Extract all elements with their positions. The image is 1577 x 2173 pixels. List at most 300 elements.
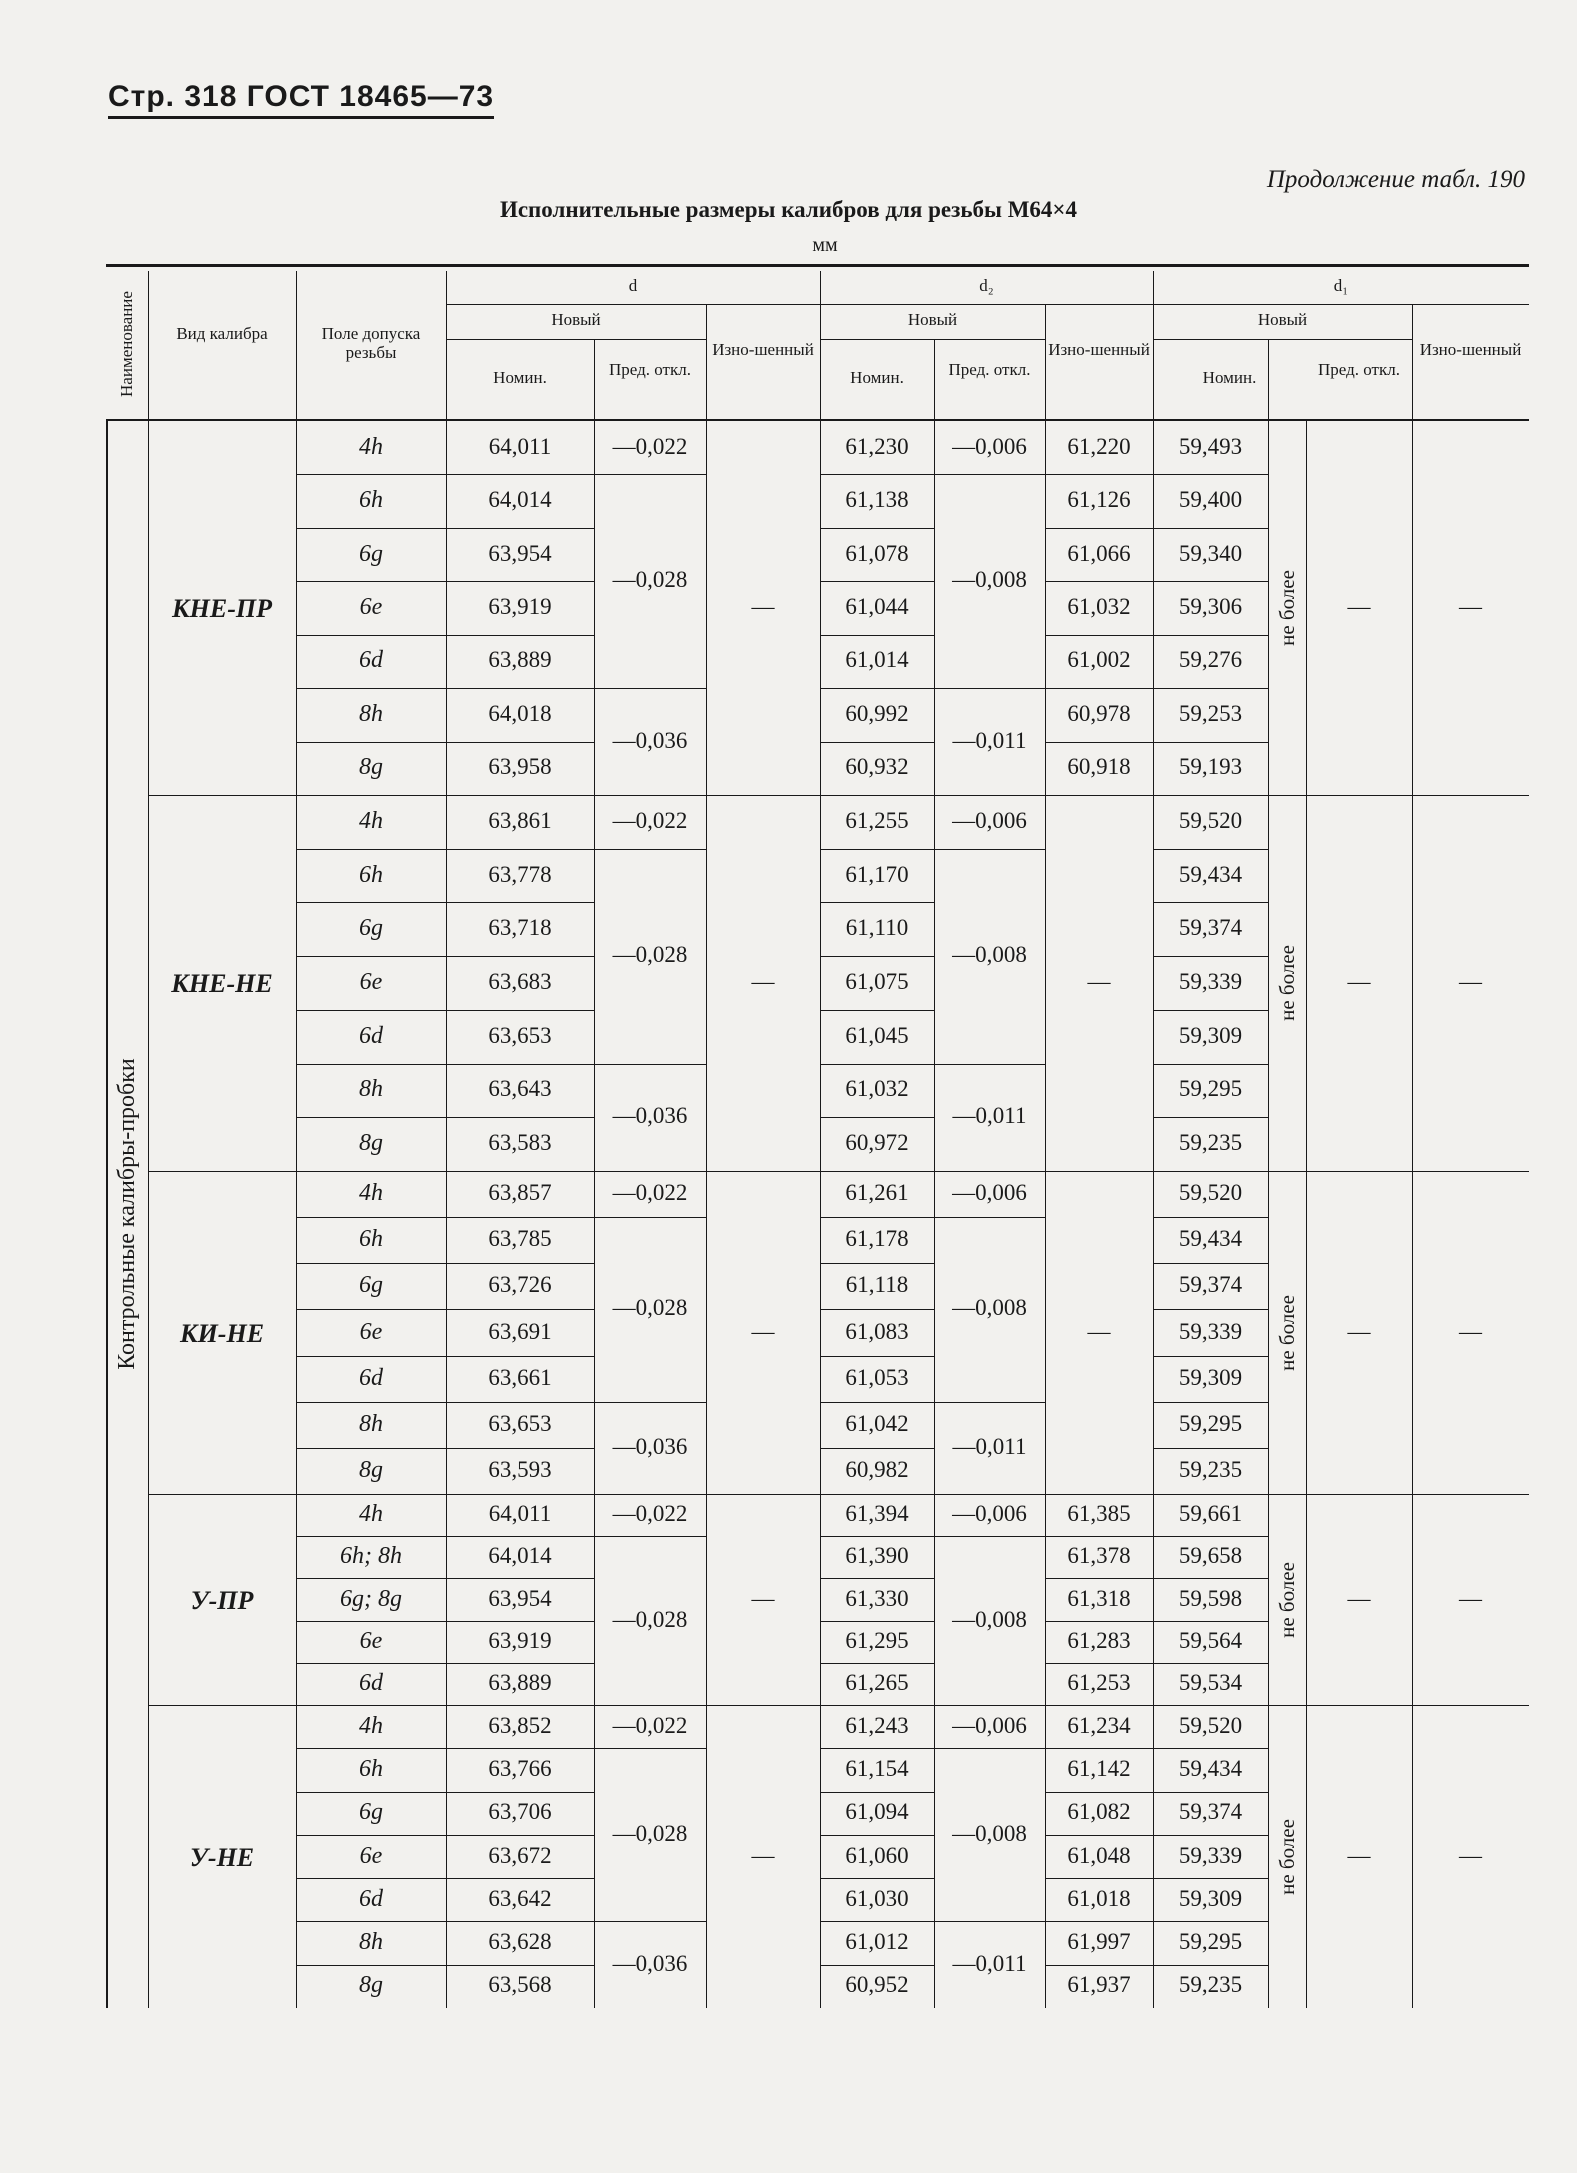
row-rule <box>1153 1621 1268 1622</box>
header-col-rule <box>1045 304 1046 419</box>
d-nominal-cell: 63,954 <box>488 1585 552 1611</box>
row-rule <box>820 1621 934 1622</box>
tolerance-field-cell: 6g <box>359 540 383 567</box>
row-rule <box>296 956 594 957</box>
d2-nominal-cell: 61,230 <box>845 433 909 459</box>
d2-deviation-cell: —0,011 <box>952 727 1027 753</box>
row-rule <box>1045 1921 1153 1922</box>
tolerance-field-cell: 6h <box>359 861 383 888</box>
tolerance-field-cell: 6g <box>359 1272 383 1299</box>
d2-nominal-cell: 61,170 <box>845 861 909 887</box>
deviation-rule <box>934 1536 1045 1537</box>
d1-nominal-cell: 59,276 <box>1178 647 1243 673</box>
body-col-rule <box>1268 421 1269 795</box>
tolerance-field-cell: 6h <box>359 487 383 514</box>
unit-label: мм <box>812 234 838 256</box>
d-nominal-cell: 63,954 <box>488 540 552 566</box>
row-rule <box>296 1536 594 1537</box>
gauge-kind-label: У-НЕ <box>189 1842 255 1872</box>
row-rule <box>296 1263 594 1264</box>
row-rule <box>820 902 934 903</box>
header-col-rule <box>934 339 935 419</box>
d2-nominal-cell: 61,295 <box>845 1627 909 1653</box>
gauge-kind-label: КНЕ-ПР <box>172 594 272 623</box>
d1-nominal-cell: 59,564 <box>1178 1627 1243 1653</box>
row-rule <box>820 1117 934 1118</box>
row-rule <box>1153 1663 1268 1664</box>
row-rule <box>1153 474 1268 475</box>
row-rule <box>296 849 594 850</box>
not-more-label: не более <box>1275 1818 1299 1895</box>
tolerance-field-cell: 6h <box>359 1755 383 1782</box>
row-rule <box>820 1402 934 1403</box>
d2-nominal-cell: 61,118 <box>845 1272 909 1298</box>
tolerance-field-cell: 6d <box>359 647 383 674</box>
row-rule <box>820 474 934 475</box>
d2-worn-cell: 60,978 <box>1067 700 1131 726</box>
side-label: Контрольные калибры-пробки <box>114 1058 140 1370</box>
body-col-rule <box>1268 795 1269 1171</box>
d1-nominal-cell: 59,253 <box>1178 700 1243 726</box>
d-deviation-cell: —0,036 <box>612 1950 688 1976</box>
row-rule <box>820 1748 934 1749</box>
d2-nominal-cell: 61,265 <box>845 1669 909 1695</box>
tolerance-field-cell: 6d <box>359 1022 383 1049</box>
row-rule <box>820 1536 934 1537</box>
d1-nominal-cell: 59,339 <box>1178 1318 1243 1344</box>
row-rule <box>820 1309 934 1310</box>
row-rule <box>296 1064 594 1065</box>
body-col-rule <box>1045 1494 1046 1705</box>
row-rule <box>820 1217 934 1218</box>
d2-nominal-cell: 61,078 <box>845 540 909 566</box>
row-rule <box>820 742 934 743</box>
d2-deviation-cell: —0,008 <box>952 1606 1027 1632</box>
row-rule <box>296 581 594 582</box>
header-sub-rule <box>446 339 706 340</box>
tolerance-field-cell: 6e <box>359 1842 383 1869</box>
d2-worn-cell: 61,002 <box>1067 647 1131 673</box>
d1-deviation-dash: — <box>1347 1585 1371 1611</box>
row-rule <box>296 1878 594 1879</box>
gauge-kind-label: КИ-НЕ <box>179 1318 265 1348</box>
row-rule <box>1153 1064 1268 1065</box>
d-deviation-cell: —0,036 <box>612 1103 688 1129</box>
row-rule <box>296 1965 594 1966</box>
d-nominal-cell: 63,766 <box>488 1755 552 1781</box>
row-rule <box>296 688 594 689</box>
d2-deviation-cell: —0,011 <box>952 1103 1027 1129</box>
tolerance-field-cell: 8h <box>359 700 383 727</box>
d-nominal-cell: 63,726 <box>488 1272 552 1298</box>
deviation-rule <box>594 1217 706 1218</box>
d-worn-dash: — <box>751 1842 775 1868</box>
d1-nominal-cell: 59,309 <box>1178 1885 1243 1911</box>
d-nominal-cell: 63,718 <box>488 915 552 941</box>
row-rule <box>1045 1578 1153 1579</box>
row-rule <box>1045 528 1153 529</box>
not-more-label: не более <box>1275 1561 1299 1638</box>
d1-nominal-cell: 59,235 <box>1178 1130 1243 1156</box>
body-col-rule <box>934 421 935 795</box>
d2-worn-dash: — <box>1087 1318 1111 1344</box>
d2-worn-cell: 60,918 <box>1067 754 1131 780</box>
d2-nominal-cell: 61,075 <box>845 969 909 994</box>
d2-nominal-cell: 60,982 <box>845 1456 909 1482</box>
deviation-rule <box>934 1921 1045 1922</box>
row-rule <box>820 1263 934 1264</box>
row-rule <box>296 1748 594 1749</box>
d2-nominal-cell: 61,154 <box>845 1755 909 1781</box>
d2-nominal-cell: 61,012 <box>845 1929 909 1955</box>
d-nominal-cell: 63,706 <box>488 1799 552 1825</box>
row-rule <box>1153 1217 1268 1218</box>
d-nominal-cell: 63,653 <box>488 1022 552 1048</box>
tolerance-field-cell: 6e <box>359 1318 383 1345</box>
row-rule <box>1045 581 1153 582</box>
d1-nominal-cell: 59,374 <box>1178 915 1243 941</box>
column-header-name: Наименование <box>117 291 136 397</box>
d2-worn-cell: 61,126 <box>1067 487 1131 513</box>
deviation-rule <box>594 688 706 689</box>
d1-nominal-cell: 59,340 <box>1178 540 1243 566</box>
row-rule <box>1153 581 1268 582</box>
row-rule <box>820 688 934 689</box>
d-deviation-cell: —0,028 <box>612 1295 688 1321</box>
tolerance-field-cell: 8g <box>359 1130 383 1157</box>
table-title: Исполнительные размеры калибров для резьбы М64×4 <box>499 197 1078 222</box>
row-rule <box>296 1448 594 1449</box>
row-rule <box>820 1663 934 1664</box>
d1-nominal-cell: 59,661 <box>1178 1501 1243 1527</box>
d2-worn-cell: 61,048 <box>1067 1842 1131 1868</box>
body-col-rule <box>1045 421 1046 795</box>
d1-nominal-cell: 59,295 <box>1178 1410 1243 1436</box>
d1-nominal-cell: 59,339 <box>1178 969 1243 994</box>
row-rule <box>1153 849 1268 850</box>
body-left-rule <box>106 419 108 2008</box>
gauge-kind-label: У-ПР <box>190 1585 254 1615</box>
d2-deviation-cell: —0,006 <box>952 433 1027 459</box>
row-rule <box>1045 742 1153 743</box>
d-deviation-cell: —0,028 <box>612 942 688 968</box>
gauge-kind-label: КНЕ-НЕ <box>171 969 273 998</box>
row-rule <box>1153 635 1268 636</box>
d2-worn-cell: 61,937 <box>1067 1972 1131 1998</box>
d2-deviation-cell: —0,006 <box>952 1712 1027 1738</box>
body-col-rule <box>934 1705 935 2008</box>
column-header-d1: d₁ <box>1333 276 1349 295</box>
row-rule <box>820 956 934 957</box>
column-header-d2: d₂ <box>979 276 994 295</box>
d1-nominal-cell: 59,658 <box>1178 1543 1243 1569</box>
column-header-kind: Вид калибра <box>176 324 268 343</box>
d-nominal-cell: 63,919 <box>488 594 552 619</box>
d1-nominal-cell: 59,306 <box>1178 594 1243 619</box>
deviation-rule <box>934 1064 1045 1065</box>
d1-nominal-cell: 59,235 <box>1178 1972 1243 1998</box>
group-separator <box>148 1705 1529 1706</box>
d-nominal-cell: 64,011 <box>488 1501 552 1527</box>
d2-worn-cell: 61,997 <box>1067 1929 1131 1955</box>
tolerance-field-cell: 6d <box>359 1669 383 1696</box>
column-header-d2-nominal: Номин. <box>850 368 904 387</box>
row-rule <box>1153 1117 1268 1118</box>
d-deviation-cell: —0,028 <box>612 567 688 593</box>
group-separator <box>148 795 1529 796</box>
d2-nominal-cell: 61,044 <box>845 594 909 619</box>
not-more-label: не более <box>1275 570 1299 646</box>
d2-deviation-cell: —0,006 <box>952 1501 1027 1527</box>
row-rule <box>820 1835 934 1836</box>
d1-nominal-cell: 59,309 <box>1178 1022 1243 1048</box>
tolerance-field-cell: 4h <box>359 807 383 834</box>
row-rule <box>820 1010 934 1011</box>
tolerance-field-cell: 6g <box>359 1799 383 1826</box>
table-top-rule <box>106 264 1529 267</box>
d2-nominal-cell: 61,178 <box>845 1226 909 1252</box>
row-rule <box>1045 1748 1153 1749</box>
d2-nominal-cell: 61,390 <box>845 1543 909 1569</box>
row-rule <box>1153 1356 1268 1357</box>
d2-nominal-cell: 61,255 <box>845 807 909 833</box>
row-rule <box>1045 635 1153 636</box>
tolerance-field-cell: 4h <box>359 433 383 460</box>
d2-nominal-cell: 61,030 <box>845 1885 909 1911</box>
row-rule <box>296 1663 594 1664</box>
deviation-rule <box>934 1402 1045 1403</box>
d-nominal-cell: 63,889 <box>488 1669 552 1695</box>
d2-nominal-cell: 61,110 <box>845 915 909 941</box>
d2-deviation-cell: —0,008 <box>952 942 1027 968</box>
tolerance-field-cell: 6d <box>359 1364 383 1391</box>
row-rule <box>820 1921 934 1922</box>
row-rule <box>296 474 594 475</box>
row-rule <box>1045 1965 1153 1966</box>
tolerance-field-cell: 8h <box>359 1929 383 1956</box>
d2-deviation-cell: —0,008 <box>952 1820 1027 1846</box>
tolerance-field-cell: 6e <box>359 1627 383 1654</box>
d-nominal-cell: 64,014 <box>488 1543 552 1569</box>
d-nominal-cell: 64,011 <box>488 433 552 459</box>
d1-nominal-cell: 59,434 <box>1178 1226 1243 1252</box>
deviation-rule <box>934 849 1045 850</box>
column-header-d1-nominal: Номин. <box>1202 368 1257 387</box>
row-rule <box>296 1356 594 1357</box>
row-rule <box>1153 1748 1268 1749</box>
row-rule <box>296 1217 594 1218</box>
d2-nominal-cell: 61,045 <box>845 1022 909 1048</box>
row-rule <box>820 581 934 582</box>
d-deviation-cell: —0,028 <box>612 1820 688 1846</box>
d-deviation-cell: —0,022 <box>612 807 688 833</box>
header-bottom-rule <box>106 419 1529 421</box>
row-rule <box>820 849 934 850</box>
d-nominal-cell: 63,889 <box>488 647 552 673</box>
row-rule <box>1045 1878 1153 1879</box>
deviation-rule <box>594 1536 706 1537</box>
group-separator <box>148 1494 1529 1495</box>
d2-nominal-cell: 60,952 <box>845 1972 909 1998</box>
d1-nominal-cell: 59,493 <box>1178 433 1243 459</box>
row-rule <box>1153 1536 1268 1537</box>
header-sub-rule <box>820 339 1045 340</box>
row-rule <box>1153 1792 1268 1793</box>
row-rule <box>1045 688 1153 689</box>
tolerance-field-cell: 8g <box>359 1972 383 1999</box>
tolerance-field-cell: 6g; 8g <box>340 1585 402 1612</box>
d1-worn-dash: — <box>1459 1318 1482 1344</box>
header-col-rule <box>148 271 149 419</box>
continuation-note: Продолжение табл. 190 <box>1266 166 1525 193</box>
column-header-d-deviation: Пред. откл. <box>609 360 691 379</box>
row-rule <box>1045 1621 1153 1622</box>
d2-worn-cell: 61,082 <box>1067 1799 1131 1825</box>
d-deviation-cell: —0,036 <box>612 727 688 753</box>
d1-nominal-cell: 59,295 <box>1178 1076 1243 1102</box>
row-rule <box>820 635 934 636</box>
row-rule <box>296 635 594 636</box>
d-deviation-cell: —0,022 <box>612 433 688 459</box>
row-rule <box>820 1878 934 1879</box>
deviation-rule <box>594 1064 706 1065</box>
row-rule <box>1153 1965 1268 1966</box>
row-rule <box>296 1578 594 1579</box>
d1-nominal-cell: 59,309 <box>1178 1364 1243 1390</box>
column-header-d1-deviation: Пред. откл. <box>1318 360 1400 379</box>
group-separator <box>148 1171 1529 1172</box>
d-nominal-cell: 63,919 <box>488 1627 552 1653</box>
d-deviation-cell: —0,022 <box>612 1501 688 1527</box>
row-rule <box>296 1309 594 1310</box>
d2-worn-cell: 61,018 <box>1067 1885 1131 1911</box>
column-header-d1-worn: Изно-шенный <box>1419 340 1522 359</box>
body-col-rule <box>934 1171 935 1494</box>
d-nominal-cell: 63,958 <box>488 754 552 780</box>
d-worn-dash: — <box>751 969 775 994</box>
not-more-label: не более <box>1275 1294 1299 1371</box>
d2-nominal-cell: 61,014 <box>845 647 909 673</box>
body-col-rule <box>934 795 935 1171</box>
d1-nominal-cell: 59,434 <box>1178 1755 1243 1781</box>
d1-nominal-cell: 59,434 <box>1178 861 1243 887</box>
d2-nominal-cell: 60,992 <box>845 700 909 726</box>
deviation-rule <box>594 1748 706 1749</box>
d2-worn-cell: 61,066 <box>1067 540 1131 566</box>
row-rule <box>1153 1010 1268 1011</box>
body-col-rule <box>594 1171 595 1494</box>
d1-worn-dash: — <box>1459 969 1482 994</box>
deviation-rule <box>934 1748 1045 1749</box>
d1-nominal-cell: 59,374 <box>1178 1799 1243 1825</box>
row-rule <box>1153 956 1268 957</box>
d1-deviation-dash: — <box>1347 969 1371 994</box>
row-rule <box>1153 902 1268 903</box>
tolerance-field-cell: 4h <box>359 1180 383 1207</box>
d2-worn-cell: 61,378 <box>1067 1543 1131 1569</box>
d1-nominal-cell: 59,598 <box>1178 1585 1243 1611</box>
d-deviation-cell: —0,036 <box>612 1433 688 1459</box>
d2-nominal-cell: 61,060 <box>845 1842 909 1868</box>
row-rule <box>1045 1792 1153 1793</box>
d1-nominal-cell: 59,520 <box>1178 807 1243 833</box>
d1-deviation-dash: — <box>1347 594 1371 619</box>
column-header-d: d <box>628 276 638 295</box>
d2-worn-cell: 61,220 <box>1067 433 1131 459</box>
d-deviation-cell: —0,022 <box>612 1180 688 1206</box>
d2-nominal-cell: 61,042 <box>845 1410 909 1436</box>
d2-worn-cell: 61,253 <box>1067 1669 1131 1695</box>
d-nominal-cell: 63,593 <box>488 1456 552 1482</box>
header-col-rule <box>706 304 707 419</box>
d1-nominal-cell: 59,295 <box>1178 1929 1243 1955</box>
d2-worn-cell: 61,385 <box>1067 1501 1131 1527</box>
d-worn-dash: — <box>751 1318 775 1344</box>
row-rule <box>296 1010 594 1011</box>
body-col-rule <box>594 795 595 1171</box>
d2-nominal-cell: 61,394 <box>845 1501 909 1527</box>
row-rule <box>1153 1402 1268 1403</box>
d2-nominal-cell: 61,032 <box>845 1076 909 1102</box>
d2-nominal-cell: 61,094 <box>845 1799 909 1825</box>
d-deviation-cell: —0,022 <box>612 1712 688 1738</box>
row-rule <box>1153 1448 1268 1449</box>
deviation-rule <box>594 1402 706 1403</box>
d2-deviation-cell: —0,011 <box>952 1433 1027 1459</box>
row-rule <box>296 902 594 903</box>
d1-deviation-dash: — <box>1347 1842 1371 1868</box>
row-rule <box>820 528 934 529</box>
tolerance-field-cell: 6d <box>359 1885 383 1912</box>
body-col-rule <box>1268 1494 1269 1705</box>
d1-nominal-cell: 59,339 <box>1178 1842 1243 1868</box>
d-nominal-cell: 63,643 <box>488 1076 552 1102</box>
row-rule <box>820 1792 934 1793</box>
deviation-rule <box>934 688 1045 689</box>
tolerance-field-cell: 6e <box>359 969 383 995</box>
page-header: Стр. 318 ГОСТ 18465—73 <box>108 80 494 119</box>
d2-worn-cell: 61,032 <box>1067 594 1131 619</box>
d2-deviation-cell: —0,008 <box>952 1295 1027 1321</box>
d-nominal-cell: 64,014 <box>488 487 552 513</box>
body-col-rule <box>594 1494 595 1705</box>
d2-deviation-cell: —0,008 <box>952 567 1027 593</box>
d1-nominal-cell: 59,520 <box>1178 1180 1243 1206</box>
column-header-d-nominal: Номин. <box>493 368 547 387</box>
tolerance-field-cell: 8h <box>359 1410 383 1437</box>
column-header-d-new: Новый <box>551 310 601 329</box>
d1-nominal-cell: 59,374 <box>1178 1272 1243 1298</box>
d1-worn-dash: — <box>1459 594 1482 619</box>
d-nominal-cell: 63,778 <box>488 861 552 887</box>
tolerance-field-cell: 4h <box>359 1501 383 1528</box>
tolerance-field-cell: 4h <box>359 1712 383 1739</box>
d2-nominal-cell: 61,138 <box>845 487 909 513</box>
d2-deviation-cell: —0,006 <box>952 807 1027 833</box>
row-rule <box>1153 1263 1268 1264</box>
tolerance-field-cell: 8g <box>359 1456 383 1483</box>
d-nominal-cell: 63,661 <box>488 1364 552 1390</box>
row-rule <box>820 1448 934 1449</box>
body-col-rule <box>148 419 149 2008</box>
deviation-rule <box>934 474 1045 475</box>
d-deviation-cell: —0,028 <box>612 1606 688 1632</box>
row-rule <box>1153 1578 1268 1579</box>
d-nominal-cell: 64,018 <box>488 700 552 726</box>
row-rule <box>1153 742 1268 743</box>
body-col-rule <box>1268 1705 1269 2008</box>
body-col-rule <box>594 1705 595 2008</box>
